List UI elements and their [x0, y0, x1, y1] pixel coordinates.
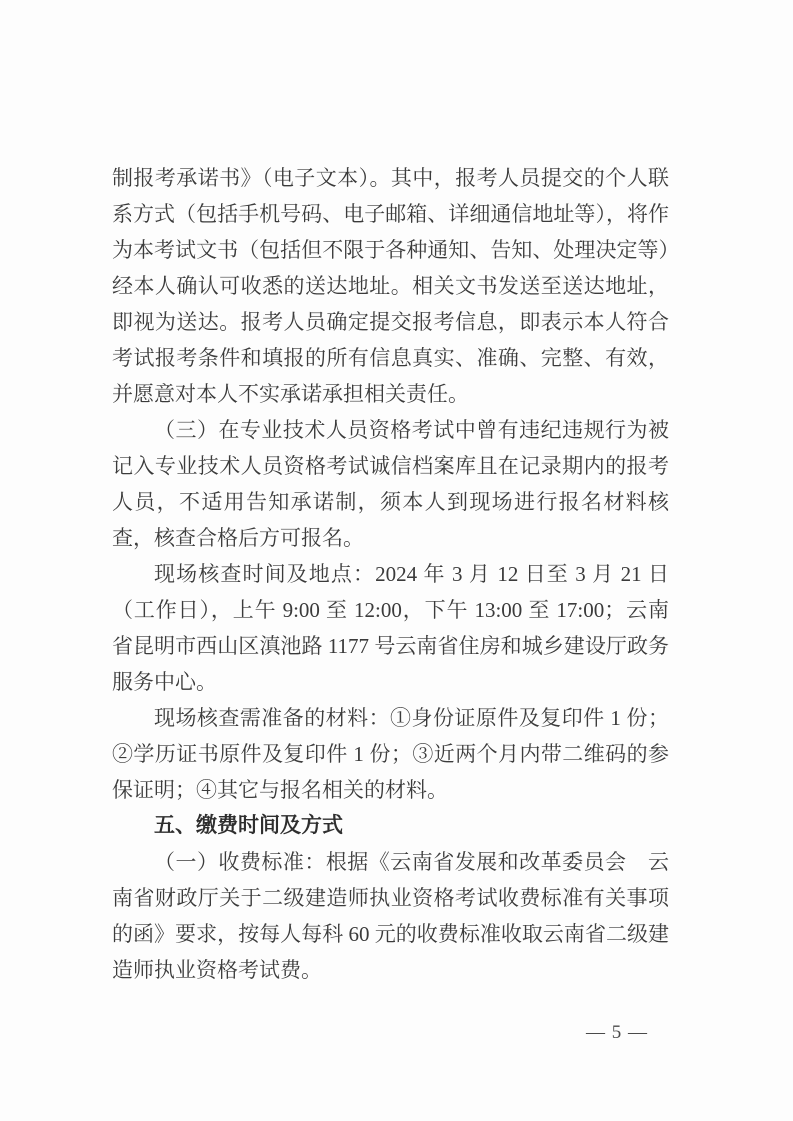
paragraph-commitment-continuation: 制报考承诺书》（电子文本）。其中，报考人员提交的个人联系方式（包括手机号码、电子邮箱、详细通信地址等），将作为本考试文书（包括但不限于各种通知、告知、处理决定等）经本人确认可收悉的送达地址。相关文书发送至送达地址，即视为送达。报考人员确定提交报考信息，即表示本人符合考试报考条件和填报的所有信息真实、准确、完整、有效，并愿意对本人不实承诺承担相关责任。 [112, 166, 669, 406]
paragraph-item-3-integrity-record: （三）在专业技术人员资格考试中曾有违纪违规行为被记入专业技术人员资格考试诚信档案库且在记录期内的报考人员，不适用告知承诺制，须本人到现场进行报名材料核查，核查合格后方可报名。 [112, 418, 669, 550]
paragraph-onsite-verification-time-location: 现场核查时间及地点：2024 年 3 月 12 日至 3 月 21 日（工作日），上午 9:00 至 12:00，下午 13:00 至 17:00；云南省昆明市西山区滇池路 1177 号云南省住房和城乡建设厅政务服务中心。 [112, 562, 669, 694]
paragraph-item-1-fee-standard: （一）收费标准：根据《云南省发展和改革委员会 云南省财政厅关于二级建造师执业资格考试收费标准有关事项的函》要求，按每人每科 60 元的收费标准收取云南省二级建造师执业资格考试费。 [112, 850, 669, 982]
paragraph-onsite-verification-materials: 现场核查需准备的材料：①身份证原件及复印件 1 份；②学历证书原件及复印件 1 份；③近两个月内带二维码的参保证明；④其它与报名相关的材料。 [112, 706, 669, 802]
document-body [112, 160, 669, 988]
heading-section-5-payment: 五、缴费时间及方式 [154, 814, 343, 837]
page-number: — 5 — [586, 1022, 648, 1043]
